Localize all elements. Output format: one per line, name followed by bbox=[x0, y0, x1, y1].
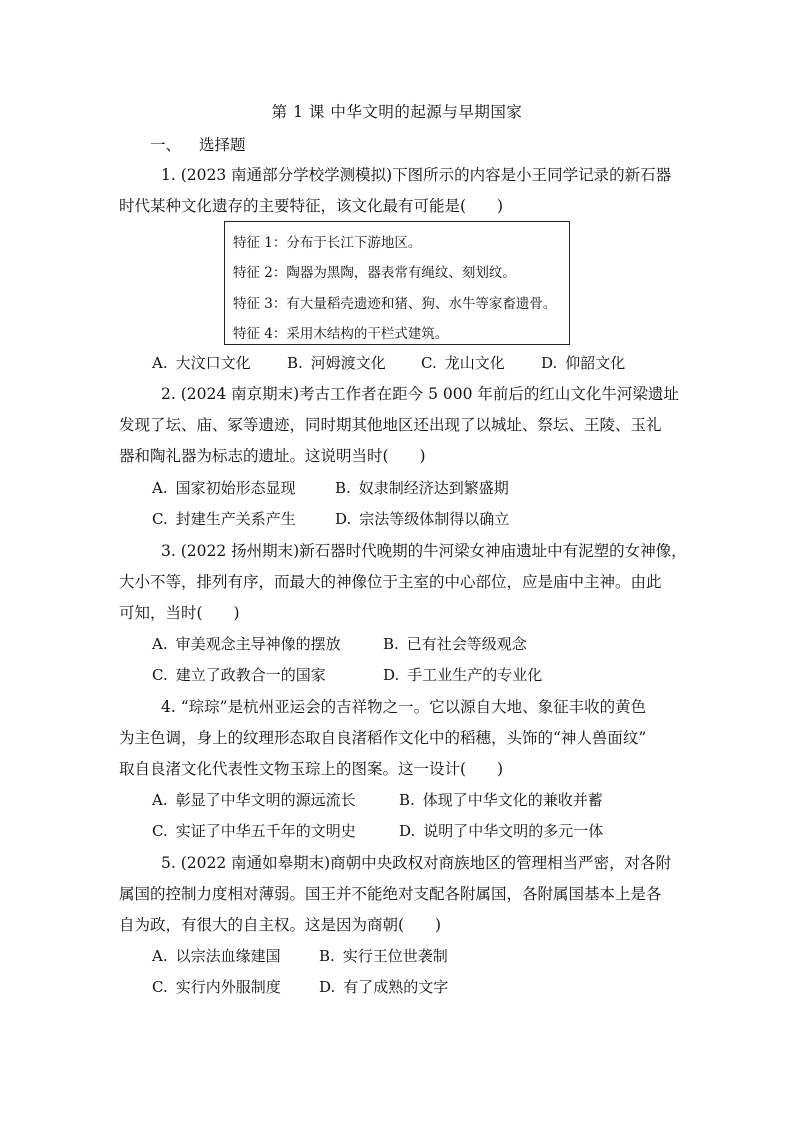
q5-option-b[interactable]: B. 实行王位世袭制 bbox=[319, 947, 448, 965]
feature-2: 特征 2：陶器为黑陶，器表常有绳纹、刻划纹。 bbox=[233, 265, 516, 281]
q1-option-b[interactable]: B. 河姆渡文化 bbox=[287, 354, 386, 372]
feature-box bbox=[224, 221, 570, 345]
question-3-line-2: 大小不等，排列有序，而最大的神像位于主室的中心部位，应是庙中主神。由此 bbox=[119, 573, 662, 591]
question-4-line-3: 取自良渚文化代表性文物玉琮上的图案。这一设计( ) bbox=[119, 760, 504, 778]
q5-option-d[interactable]: D. 有了成熟的文字 bbox=[319, 978, 449, 996]
q3-option-a[interactable]: A. 审美观念主导神像的摆放 bbox=[152, 635, 341, 653]
q2-option-b[interactable]: B. 奴隶制经济达到繁盛期 bbox=[335, 479, 509, 497]
q1-option-a[interactable]: A. 大汶口文化 bbox=[152, 354, 251, 372]
question-2-line-2: 发现了坛、庙、冢等遗迹，同时期其他地区还出现了以城址、祭坛、王陵、玉礼 bbox=[119, 416, 662, 434]
q2-option-a[interactable]: A. 国家初始形态显现 bbox=[152, 479, 296, 497]
q3-option-d[interactable]: D. 手工业生产的专业化 bbox=[383, 666, 543, 684]
section-heading bbox=[150, 133, 246, 155]
question-4-line-1: 4. “琮琮”是杭州亚运会的吉祥物之一。它以源自大地、象征丰收的黄色 bbox=[161, 698, 647, 716]
feature-4: 特征 4：采用木结构的干栏式建筑。 bbox=[233, 326, 449, 342]
question-5-line-3: 自为政，有很大的自主权。这是因为商朝( ) bbox=[119, 916, 442, 934]
page-title: 第 1 课 中华文明的起源与早期国家 bbox=[271, 103, 523, 121]
q2-option-c[interactable]: C. 封建生产关系产生 bbox=[152, 510, 296, 528]
question-2-line-3: 器和陶礼器为标志的遗址。这说明当时( ) bbox=[119, 447, 426, 465]
feature-3: 特征 3：有大量稻壳遗迹和猪、狗、水牛等家畜遗骨。 bbox=[233, 296, 557, 312]
q4-option-c[interactable]: C. 实证了中华五千年的文明史 bbox=[152, 822, 356, 840]
q1-option-c[interactable]: C. 龙山文化 bbox=[421, 354, 505, 372]
q5-option-a[interactable]: A. 以宗法血缘建国 bbox=[152, 947, 281, 965]
q5-option-c[interactable]: C. 实行内外服制度 bbox=[152, 978, 281, 996]
q4-option-d[interactable]: D. 说明了中华文明的多元一体 bbox=[399, 822, 604, 840]
feature-1: 特征 1：分布于长江下游地区。 bbox=[233, 235, 422, 251]
section-label: 选择题 bbox=[199, 136, 246, 154]
question-3-line-3: 可知，当时( ) bbox=[119, 604, 240, 622]
q3-option-b[interactable]: B. 已有社会等级观念 bbox=[383, 635, 527, 653]
q3-option-c[interactable]: C. 建立了政教合一的国家 bbox=[152, 666, 326, 684]
question-1-line-1: 1. (2023 南通部分学校学测模拟)下图所示的内容是小王同学记录的新石器 bbox=[161, 166, 672, 184]
question-1-line-2: 时代某种文化遗存的主要特征，该文化最有可能是( ) bbox=[119, 197, 504, 215]
q2-option-d[interactable]: D. 宗法等级体制得以确立 bbox=[335, 510, 510, 528]
question-3-line-1: 3. (2022 扬州期末)新石器时代晚期的牛河梁女神庙遗址中有泥塑的女神像， bbox=[161, 542, 687, 560]
q1-option-d[interactable]: D. 仰韶文化 bbox=[541, 354, 626, 372]
q4-option-a[interactable]: A. 彰显了中华文明的源远流长 bbox=[152, 791, 356, 809]
section-number: 一、 bbox=[150, 136, 182, 154]
question-2-line-1: 2. (2024 南京期末)考古工作者在距今 5 000 年前后的红山文化牛河梁遗址 bbox=[161, 385, 679, 403]
question-4-line-2: 为主色调，身上的纹理形态取自良渚稻作文化中的稻穗，头饰的“神人兽面纹” bbox=[119, 729, 647, 747]
question-5-line-1: 5. (2022 南通如皋期末)商朝中央政权对商族地区的管理相当严密，对各附 bbox=[161, 854, 672, 872]
question-5-line-2: 属国的控制力度相对薄弱。国王并不能绝对支配各附属国，各附属国基本上是各 bbox=[119, 885, 662, 903]
q4-option-b[interactable]: B. 体现了中华文化的兼收并蓄 bbox=[399, 791, 603, 809]
